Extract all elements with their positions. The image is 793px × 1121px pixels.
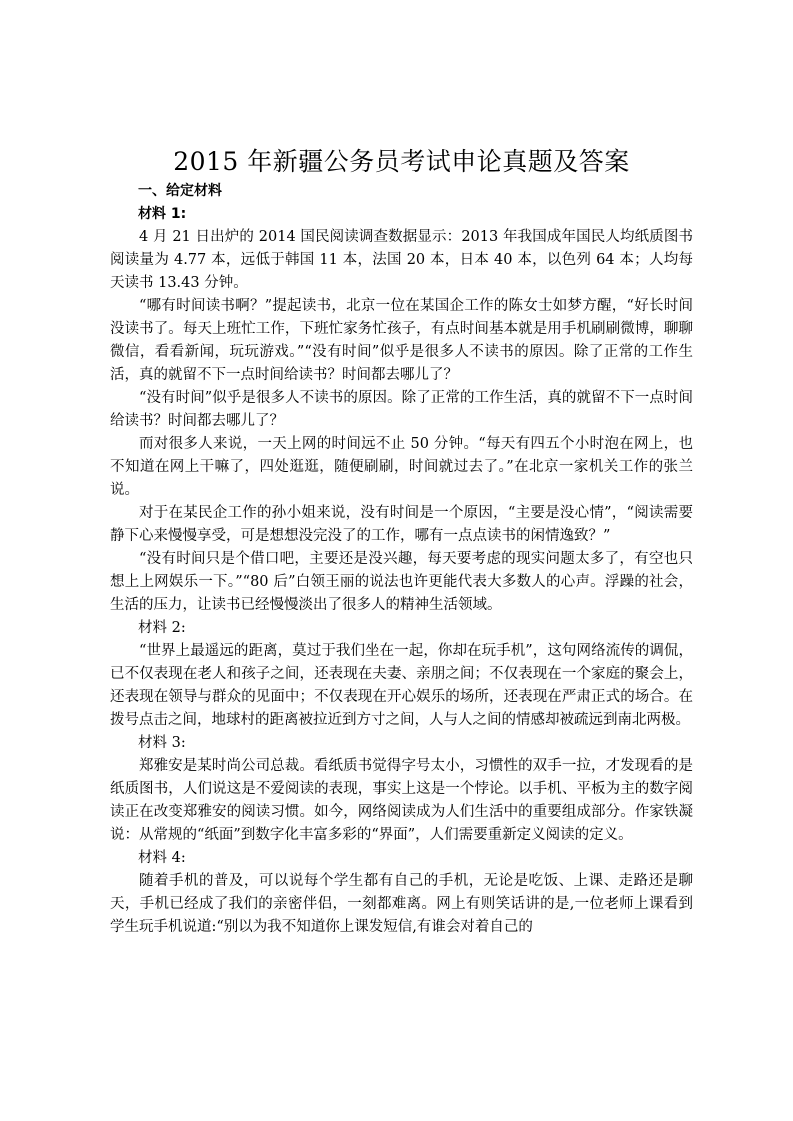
section-heading: 一、给定材料 — [138, 183, 222, 199]
material-3-label: 材料 3: — [138, 735, 186, 751]
material-3-paragraph-1: 郑雅安是某时尚公司总裁。看纸质书觉得字号太小，习惯性的双手一拉，才发现看的是纸质图书，人们说这是不爱阅读的表现，事实上这是一个悖论。以手机、平板为主的数字阅读正在改变郑雅安的阅读习惯。如今，网络阅读成为人们生活中的重要组成部分。作家铁凝说：从常规的“纸面”到数字化丰富多彩的“界面”，人们需要重新定义阅读的定义。 — [110, 758, 693, 843]
material-1-paragraph-5: 对于在某民企工作的孙小姐来说，没有时间是一个原因，“主要是没心情”，“阅读需要静下心来慢慢享受，可是想想没完没了的工作，哪有一点点读书的闲情逸致？” — [110, 505, 693, 544]
material-2-label: 材料 2: — [138, 620, 186, 636]
material-4-paragraph-1: 随着手机的普及，可以说每个学生都有自己的手机，无论是吃饭、上课、走路还是聊天，手机已经成了我们的亲密伴侣，一刻都难离。网上有则笑话讲的是,一位老师上课看到学生玩手机说道:“别以为我不知道你上课发短信,有谁会对着自己的 — [110, 873, 693, 935]
material-1-paragraph-4: 而对很多人来说，一天上网的时间远不止 50 分钟。“每天有四五个小时泡在网上，也不知道在网上干嘛了，四处逛逛，随便刷刷，时间就过去了。”在北京一家机关工作的张兰说。 — [110, 436, 693, 498]
document-title: 2015 年新疆公务员考试申论真题及答案 — [173, 147, 630, 176]
material-4-label: 材料 4: — [138, 850, 186, 866]
material-1-label: 材料 1: — [138, 206, 187, 222]
material-1-paragraph-3: “没有时间”似乎是很多人不读书的原因。除了正常的工作生活，真的就留不下一点时间给读书？时间都去哪儿了？ — [110, 390, 693, 429]
material-2-paragraph-1: “世界上最遥远的距离，莫过于我们坐在一起，你却在玩手机”，这句网络流传的调侃，已不仅表现在老人和孩子之间，还表现在夫妻、亲朋之间；不仅表现在一个家庭的聚会上，还表现在领导与群众的见面中；不仅表现在开心娱乐的场所，还表现在严肃正式的场合。在拨号点击之间，地球村的距离被拉近到方寸之间，人与人之间的情感却被疏远到南北两极。 — [110, 643, 693, 728]
material-1-paragraph-1: 4 月 21 日出炉的 2014 国民阅读调查数据显示：2013 年我国成年国民人均纸质图书阅读量为 4.77 本，远低于韩国 11 本，法国 20 本，日本 40 本，以色列 64 本；人均每天读书 13.43 分钟。 — [110, 229, 693, 291]
material-1-paragraph-2: “哪有时间读书啊？”提起读书，北京一位在某国企工作的陈女士如梦方醒，“好长时间没读书了。每天上班忙工作，下班忙家务忙孩子，有点时间基本就是用手机刷刷微博，聊聊微信，看看新闻，玩玩游戏。”“没有时间”似乎是很多人不读书的原因。除了正常的工作生活，真的就留不下一点时间给读书？时间都去哪儿了？ — [110, 298, 693, 383]
material-1-paragraph-6: “没有时间只是个借口吧，主要还是没兴趣，每天要考虑的现实问题太多了，有空也只想上上网娱乐一下。”“80 后”白领王丽的说法也许更能代表大多数人的心声。浮躁的社会，生活的压力，让读书已经慢慢淡出了很多人的精神生活领域。 — [110, 551, 693, 613]
